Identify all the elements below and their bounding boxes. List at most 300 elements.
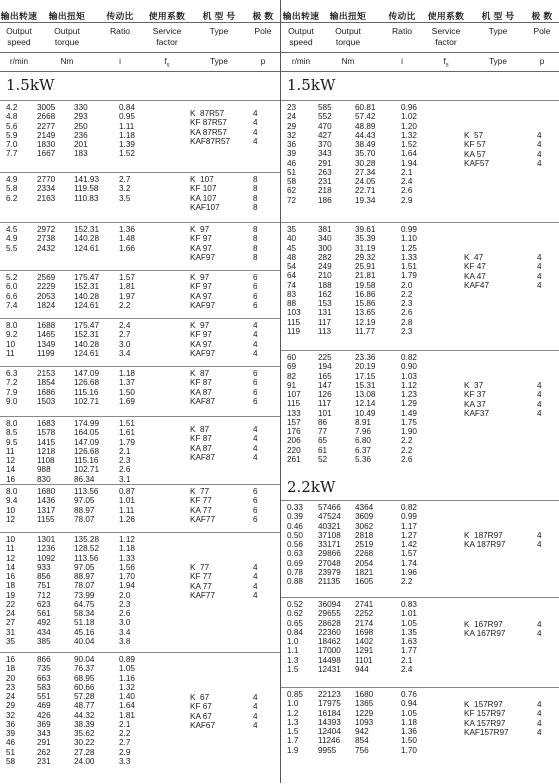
type-model-cell: KA 77 (190, 505, 212, 515)
ratio-cell: 250 (74, 121, 88, 131)
service-factor-cell: 1.10 (401, 234, 417, 244)
torque-cell: 57466 (318, 503, 341, 512)
speed-cell: 5.8 (6, 184, 18, 194)
speed-cell: 1.0 (287, 637, 299, 646)
type-pole-cell: 4 (253, 434, 258, 444)
torque-cell: 291 (318, 158, 332, 168)
type-model-cell: KF 97 (190, 282, 212, 292)
speed-cell: 0.50 (287, 530, 303, 540)
service-factor-cell: 1.56 (119, 562, 135, 572)
ratio-cell: 201 (74, 140, 88, 149)
speed-cell: 9.5 (6, 437, 18, 447)
type-pole-cell: 4 (253, 452, 258, 462)
service-factor-cell: 3.4 (119, 627, 131, 637)
torque-cell: 988 (37, 465, 51, 475)
header-rule (281, 71, 559, 72)
torque-cell: 147 (318, 380, 332, 390)
service-factor-cell: 1.05 (401, 708, 417, 718)
ratio-cell: 115.16 (74, 456, 99, 465)
service-factor-cell: 1.51 (119, 419, 135, 428)
torque-cell: 16184 (318, 708, 341, 718)
type-model-cell: KAF97 (190, 348, 216, 358)
ratio-cell: 2252 (355, 609, 374, 619)
service-factor-cell: 1.18 (119, 130, 135, 140)
header-en-label: Pole (254, 26, 272, 36)
type-pole-cell: 8 (253, 243, 258, 253)
type-pole-cell: 4 (253, 118, 258, 128)
speed-cell: 54 (287, 262, 297, 271)
torque-cell: 2770 (37, 175, 56, 184)
service-factor-cell: 1.90 (401, 427, 417, 436)
type-pole-cell: 6 (253, 514, 258, 524)
type-pole-cell: 4 (537, 262, 542, 272)
torque-cell: 101 (318, 408, 332, 418)
torque-cell: 1667 (37, 149, 56, 159)
speed-cell: 6.3 (6, 369, 18, 378)
service-factor-cell: 1.63 (401, 637, 417, 646)
service-factor-cell: 1.29 (401, 399, 417, 409)
ratio-cell: 19.58 (355, 280, 376, 290)
torque-cell: 623 (37, 599, 51, 609)
speed-cell: 36 (287, 140, 297, 149)
torque-cell: 117 (318, 317, 332, 327)
ratio-cell: 24.05 (355, 177, 376, 186)
type-model-cell: KF 97 (190, 330, 212, 340)
torque-cell: 735 (37, 664, 51, 674)
speed-cell: 9.4 (6, 496, 18, 506)
ratio-cell: 1698 (355, 627, 374, 637)
speed-cell: 4.9 (6, 234, 18, 244)
ratio-cell: 19.34 (355, 195, 376, 205)
service-factor-cell: 1.49 (401, 408, 417, 418)
service-factor-cell: 1.12 (119, 535, 135, 544)
speed-cell: 60 (287, 353, 297, 362)
torque-cell: 2432 (37, 243, 56, 253)
ratio-cell: 2818 (355, 530, 374, 540)
torque-cell: 77 (318, 427, 328, 436)
type-pole-cell: 4 (537, 718, 542, 728)
speed-cell: 9.0 (6, 396, 18, 406)
torque-cell: 470 (318, 121, 332, 131)
service-factor-cell: 1.27 (401, 530, 417, 540)
ratio-cell: 48.77 (74, 701, 95, 711)
type-model-cell: KF 47 (464, 262, 486, 272)
service-factor-cell: 1.12 (401, 380, 417, 390)
torque-cell: 194 (318, 362, 332, 372)
torque-cell: 218 (318, 186, 332, 196)
ratio-cell: 854 (355, 736, 369, 746)
type-pole-cell: 6 (253, 273, 258, 282)
torque-cell: 2972 (37, 225, 56, 234)
torque-cell: 231 (37, 756, 51, 766)
type-model-cell: K 87 (190, 369, 210, 378)
type-pole-cell: 4 (253, 339, 258, 349)
service-factor-cell: 1.17 (401, 521, 417, 531)
torque-cell: 856 (37, 572, 51, 581)
torque-cell: 29655 (318, 609, 341, 619)
speed-cell: 4.2 (6, 103, 18, 112)
service-factor-cell: 2.2 (401, 436, 413, 446)
speed-cell: 40 (287, 234, 297, 244)
ratio-cell: 2268 (355, 549, 374, 559)
speed-cell: 4.8 (6, 112, 18, 122)
ratio-cell: 45.16 (74, 627, 95, 637)
type-model-cell: KA 87R57 (190, 127, 227, 137)
type-pole-cell: 4 (537, 131, 542, 140)
type-pole-cell: 4 (537, 399, 542, 409)
service-factor-cell: 1.32 (401, 130, 417, 140)
type-model-cell: K 67 (190, 693, 210, 702)
torque-cell: 434 (37, 627, 51, 637)
service-factor-cell: 1.74 (401, 558, 417, 568)
ratio-cell: 147.09 (74, 437, 100, 447)
torque-cell: 2163 (37, 193, 56, 203)
service-factor-cell: 2.4 (401, 177, 413, 186)
speed-cell: 4.5 (6, 225, 18, 234)
ratio-cell: 40.04 (74, 636, 95, 646)
header-unit-label: Type (210, 57, 228, 66)
speed-cell: 0.88 (287, 577, 303, 586)
speed-cell: 10 (6, 505, 16, 515)
speed-cell: 261 (287, 454, 301, 464)
service-factor-cell: 2.9 (401, 195, 413, 205)
speed-cell: 1.2 (287, 708, 299, 718)
type-model-cell: K 77 (190, 487, 210, 496)
torque-cell: 2153 (37, 369, 56, 378)
type-pole-cell: 6 (253, 378, 258, 388)
speed-cell: 51 (6, 747, 16, 757)
ratio-cell: 44.43 (355, 130, 376, 140)
torque-cell: 186 (318, 195, 332, 205)
ratio-cell: 30.28 (355, 158, 376, 168)
type-model-cell: KA 67 (190, 711, 212, 721)
ratio-cell: 140.28 (74, 291, 100, 301)
service-factor-cell: 1.94 (401, 158, 417, 168)
service-factor-cell: 2.6 (401, 454, 413, 464)
type-model-cell: K 97 (190, 273, 210, 282)
torque-cell: 225 (318, 353, 332, 362)
speed-cell: 7.2 (6, 378, 18, 388)
torque-cell: 131 (318, 308, 332, 318)
header-unit-label: i (401, 57, 403, 66)
ratio-cell: 236 (74, 130, 88, 140)
ratio-cell: 126.68 (74, 378, 100, 388)
speed-cell: 23 (287, 103, 297, 112)
ratio-cell: 7.96 (355, 427, 371, 436)
torque-cell: 291 (37, 738, 51, 748)
service-factor-cell: 2.3 (401, 299, 413, 308)
ratio-cell: 183 (74, 149, 88, 159)
torque-cell: 663 (37, 673, 51, 683)
service-factor-cell: 1.33 (119, 553, 135, 563)
torque-cell: 551 (37, 692, 51, 701)
service-factor-cell: 2.9 (119, 747, 131, 757)
speed-cell: 16 (6, 655, 16, 664)
torque-cell: 2668 (37, 112, 56, 122)
torque-cell: 165 (318, 371, 332, 381)
speed-cell: 7.4 (6, 300, 18, 310)
service-factor-cell: 1.01 (401, 609, 417, 619)
torque-cell: 1092 (37, 553, 56, 563)
header-en-label: Pole (533, 26, 551, 36)
header-unit-label: $f_s$ (164, 57, 170, 69)
torque-cell: 369 (37, 719, 51, 729)
service-factor-cell: 1.23 (401, 390, 417, 399)
torque-cell: 14498 (318, 655, 341, 665)
service-factor-cell: 0.83 (401, 600, 417, 609)
ratio-cell: 11.77 (355, 326, 375, 336)
speed-cell: 157 (287, 417, 301, 427)
torque-cell: 2334 (37, 184, 56, 194)
service-factor-cell: 2.3 (119, 599, 131, 609)
header-unit-label: r/min (291, 57, 311, 66)
speed-cell: 19 (6, 590, 16, 600)
speed-cell: 1.5 (287, 664, 299, 674)
speed-cell: 9.2 (6, 330, 18, 340)
torque-cell: 23979 (318, 567, 341, 577)
type-model-cell: K 167R97 (464, 620, 503, 629)
ratio-cell: 97.05 (74, 562, 95, 572)
header-unit-label: Nm (341, 57, 355, 66)
header-en-label: Output speed (288, 26, 314, 47)
type-pole-cell: 6 (253, 291, 258, 301)
torque-cell: 1236 (37, 544, 56, 554)
ratio-cell: 6.37 (355, 445, 371, 455)
ratio-cell: 164.05 (74, 428, 100, 438)
ratio-cell: 330 (74, 103, 88, 112)
ratio-cell: 10.49 (355, 408, 376, 418)
speed-cell: 48 (287, 252, 297, 262)
torque-cell: 561 (37, 609, 51, 618)
type-pole-cell: 4 (537, 390, 542, 400)
ratio-cell: 38.49 (355, 140, 376, 149)
speed-cell: 22 (6, 599, 16, 609)
speed-cell: 62 (287, 186, 297, 196)
ratio-cell: 78.07 (74, 581, 95, 591)
torque-cell: 18462 (318, 637, 341, 646)
type-pole-cell: 4 (537, 540, 542, 550)
data-group (0, 222, 280, 271)
service-factor-cell: 0.90 (401, 362, 417, 372)
header-zh-label: 传动比 (388, 11, 416, 21)
torque-cell: 263 (318, 167, 332, 177)
header-unit-label: p (539, 57, 545, 66)
service-factor-cell: 1.36 (119, 225, 135, 234)
service-factor-cell: 1.33 (401, 252, 417, 262)
speed-cell: 133 (287, 408, 301, 418)
service-factor-cell: 1.77 (401, 646, 417, 656)
data-group (0, 416, 280, 485)
speed-cell: 29 (287, 121, 297, 131)
service-factor-cell: 1.11 (119, 121, 135, 131)
ratio-cell: 110.83 (74, 193, 99, 203)
ratio-cell: 2174 (355, 618, 374, 628)
speed-cell: 0.62 (287, 609, 303, 619)
torque-cell: 300 (318, 243, 332, 253)
speed-cell: 39 (6, 729, 16, 738)
speed-cell: 0.84 (287, 627, 303, 637)
ratio-cell: 5.36 (355, 454, 371, 464)
ratio-cell: 2519 (355, 540, 374, 549)
torque-cell: 1108 (37, 456, 55, 465)
type-pole-cell: 4 (537, 140, 542, 150)
speed-cell: 10 (6, 339, 16, 349)
service-factor-cell: 1.79 (119, 437, 135, 447)
speed-cell: 39 (287, 149, 297, 159)
torque-cell: 28628 (318, 618, 341, 628)
type-pole-cell: 8 (253, 202, 258, 212)
service-factor-cell: 1.39 (119, 140, 135, 149)
torque-cell: 188 (318, 280, 332, 290)
ratio-cell: 113.56 (74, 487, 99, 496)
ratio-cell: 152.31 (74, 282, 100, 292)
type-model-cell: KF 77 (190, 572, 212, 582)
ratio-cell: 124.61 (74, 243, 100, 253)
type-pole-cell: 4 (253, 443, 258, 453)
header-rule (281, 22, 559, 23)
torque-cell: 17975 (318, 699, 341, 709)
ratio-cell: 119.58 (74, 184, 99, 194)
torque-cell: 1199 (37, 348, 55, 358)
ratio-cell: 57.42 (355, 112, 376, 122)
torque-cell: 426 (37, 710, 51, 720)
service-factor-cell: 2.6 (401, 308, 413, 318)
speed-cell: 5.2 (6, 273, 18, 282)
speed-cell: 20 (6, 673, 16, 683)
torque-cell: 751 (37, 581, 51, 591)
service-factor-cell: 1.52 (401, 140, 417, 149)
type-model-cell: KF 77 (190, 496, 212, 506)
torque-cell: 231 (318, 177, 332, 186)
section-title-power: 1.5kW (6, 76, 55, 94)
type-model-cell: K 97 (190, 225, 210, 234)
ratio-cell: 115.16 (74, 387, 99, 397)
type-pole-cell: 6 (253, 300, 258, 310)
type-model-cell: KAF97 (190, 300, 216, 310)
speed-cell: 91 (287, 380, 297, 390)
ratio-cell: 140.28 (74, 339, 100, 349)
speed-cell: 4.9 (6, 175, 18, 184)
torque-cell: 113 (318, 326, 332, 336)
service-factor-cell: 1.37 (119, 378, 135, 388)
header-en-label: Output speed (6, 26, 32, 47)
type-pole-cell: 4 (537, 381, 542, 390)
torque-cell: 1824 (37, 300, 56, 310)
speed-cell: 16 (6, 474, 16, 484)
type-model-cell: K 57 (464, 131, 484, 140)
service-factor-cell: 3.3 (119, 756, 131, 766)
ratio-cell: 756 (355, 745, 369, 755)
service-factor-cell: 1.57 (119, 273, 135, 282)
service-factor-cell: 3.4 (119, 348, 131, 358)
header-zh-label: 传动比 (106, 11, 134, 21)
ratio-cell: 4364 (355, 503, 374, 512)
torque-cell: 29866 (318, 549, 341, 559)
type-model-cell: K 187R97 (464, 531, 503, 540)
ratio-cell: 2741 (355, 600, 374, 609)
torque-cell: 22360 (318, 627, 341, 637)
speed-cell: 64 (287, 271, 297, 281)
service-factor-cell: 0.96 (401, 103, 417, 112)
type-model-cell: K 87R57 (190, 109, 225, 118)
type-pole-cell: 4 (253, 711, 258, 721)
data-group (0, 172, 280, 223)
speed-cell: 24 (6, 692, 16, 701)
speed-cell: 8.0 (6, 321, 18, 330)
speed-cell: 16 (6, 572, 16, 581)
ratio-cell: 76.37 (74, 664, 95, 674)
data-group (281, 687, 559, 784)
service-factor-cell: 1.70 (119, 572, 135, 581)
header-unit-label: p (260, 57, 266, 66)
header-unit-label: i (119, 57, 121, 66)
type-model-cell: KAF87 (190, 452, 216, 462)
ratio-cell: 13.65 (355, 308, 376, 318)
type-pole-cell: 4 (537, 629, 542, 639)
service-factor-cell: 2.7 (119, 330, 131, 340)
service-factor-cell: 1.97 (119, 291, 135, 301)
ratio-cell: 12.19 (355, 317, 376, 327)
service-factor-cell: 2.7 (119, 738, 131, 748)
speed-cell: 58 (6, 756, 16, 766)
speed-cell: 1.5 (287, 727, 299, 736)
ratio-cell: 944 (355, 664, 369, 674)
ratio-cell: 25.91 (355, 262, 376, 271)
service-factor-cell: 1.18 (119, 369, 135, 378)
header-en-label: Type (209, 26, 229, 36)
service-factor-cell: 1.64 (401, 149, 417, 159)
ratio-cell: 22.71 (355, 186, 376, 196)
type-pole-cell: 4 (253, 563, 258, 572)
service-factor-cell: 2.1 (401, 167, 413, 177)
type-model-cell: KA 57 (464, 149, 486, 159)
type-model-cell: K 97 (190, 321, 210, 330)
header-zh-label: 输出扭矩 (329, 11, 367, 21)
type-model-cell: K 77 (190, 563, 210, 572)
torque-cell: 552 (318, 112, 332, 122)
speed-cell: 12 (6, 514, 16, 524)
type-pole-cell: 4 (537, 253, 542, 262)
type-model-cell: KF 97 (190, 234, 212, 244)
service-factor-cell: 1.66 (119, 243, 135, 253)
type-model-cell: KA 87 (190, 387, 212, 397)
type-pole-cell: 4 (537, 158, 542, 168)
service-factor-cell: 2.6 (401, 186, 413, 196)
torque-cell: 2569 (37, 273, 56, 282)
speed-cell: 0.78 (287, 567, 303, 577)
service-factor-cell: 1.70 (401, 745, 417, 755)
torque-cell: 1680 (37, 487, 56, 496)
ratio-cell: 60.81 (355, 103, 376, 112)
type-model-cell: K 157R97 (464, 700, 503, 709)
type-model-cell: KA 77 (190, 581, 212, 591)
service-factor-cell: 2.2 (401, 445, 413, 455)
speed-cell: 5.5 (6, 243, 18, 253)
service-factor-cell: 1.94 (119, 581, 135, 591)
type-model-cell: KAF57 (464, 158, 490, 168)
speed-cell: 6.2 (6, 193, 18, 203)
service-factor-cell: 2.0 (119, 590, 131, 600)
service-factor-cell: 2.2 (119, 300, 131, 310)
service-factor-cell: 3.5 (119, 193, 131, 203)
ratio-cell: 1365 (355, 699, 374, 709)
ratio-cell: 23.36 (355, 353, 376, 362)
type-pole-cell: 4 (253, 572, 258, 582)
torque-cell: 933 (37, 562, 51, 572)
type-pole-cell: 6 (253, 496, 258, 506)
type-model-cell: KF 87R57 (190, 118, 227, 128)
speed-cell: 5.6 (6, 121, 18, 131)
